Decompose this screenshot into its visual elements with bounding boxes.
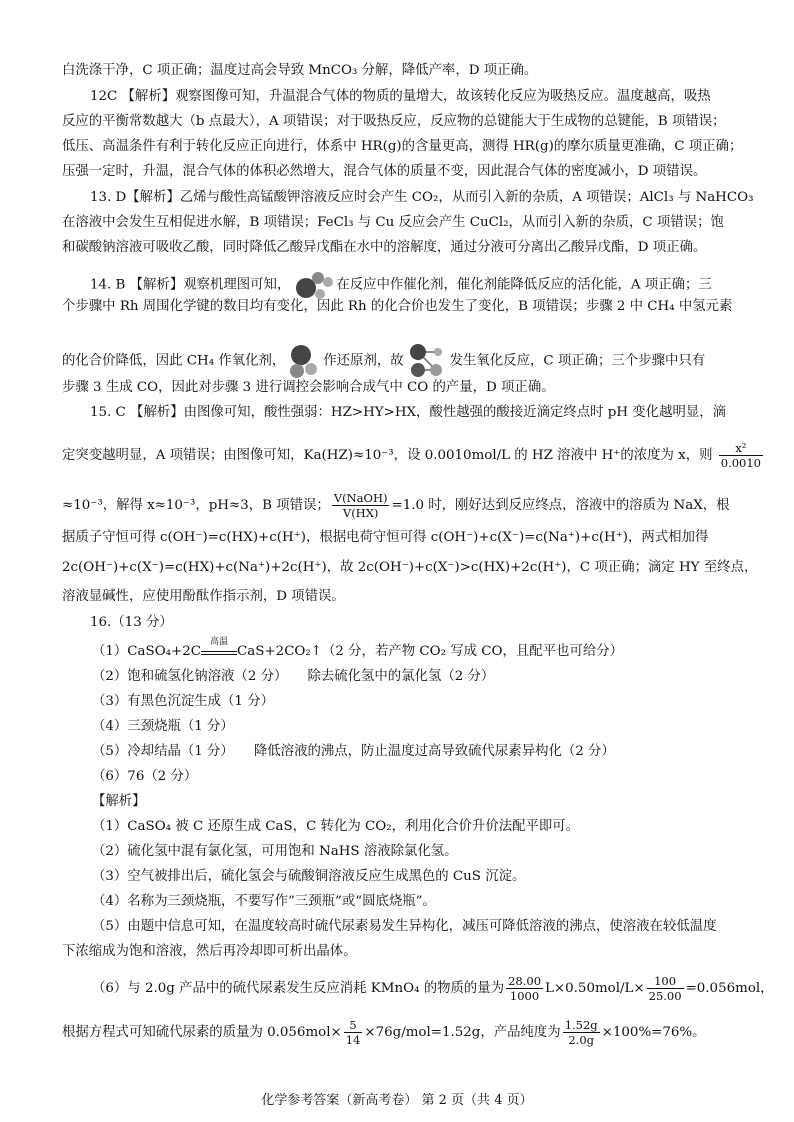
- q14-text: 14. B 【解析】观察机理图可知，: [90, 277, 291, 293]
- q14-text: 发生氧化反应，C 项正确；三个步骤中只有: [449, 353, 706, 369]
- q15-text: =1.0 时，刚好达到反应终点，溶液中的溶质为 NaX，根: [391, 498, 730, 513]
- q15-line: [62, 441, 761, 470]
- q16-heading: 16.（13 分）: [90, 615, 173, 630]
- q12-line: 低压、高温条件有利于转化反应正向进行，体系中 HR(g)的含量更高，测得 HR(g)的摩尔质量更准确，C 项正确；: [62, 139, 743, 154]
- reductant-molecule-figure: [287, 341, 321, 381]
- q13-line: 在溶液中会发生互相促进水解，B 项错误；FeCl₃ 与 Cu 反应会产生 CuCl₂，从而引入新的杂质，C 项错误；饱: [62, 215, 724, 230]
- q14-text: 在反应中作催化剂，催化剂能降低反应的活化能，A 项正确；三: [336, 277, 712, 293]
- q14-line: [62, 340, 742, 382]
- text-line: 白洗涤干净，C 项正确；温度过高会导致 MnCO₃ 分解，降低产率，D 项正确。: [62, 63, 538, 78]
- q15-line: 溶液显碱性，应使用酚酞作指示剂，D 项错误。: [62, 589, 345, 604]
- q16-analysis: （4）名称为三颈烧瓶，不要写作“三颈瓶”或“圆底烧瓶”。: [92, 894, 436, 909]
- q13-line: 和碳酸钠溶液可吸收乙酸，同时降低乙酸异戊酯在水中的溶解度，通过分液可分离出乙酸异戊酯，D 项正确。: [62, 240, 707, 255]
- q16-answer: （4）三颈烧瓶（1 分）: [92, 719, 234, 734]
- q16-analysis: （1）CaSO₄ 被 C 还原生成 CaS，C 转化为 CO₂，利用化合价升价法配平即可。: [92, 819, 580, 834]
- q16-answer: （1）CaSO₄+2C 高温 CaS+2CO₂↑（2 分，若产物 CO₂ 写成 CO，且配平也可给分）: [92, 637, 624, 659]
- fraction: $\frac{\text{V(NaOH)}}{V(HX)}$: [333, 491, 388, 520]
- oxidized-molecule-figure: [406, 340, 448, 382]
- q16-analysis: 下浓缩成为饱和溶液，然后再冷却即可析出晶体。: [62, 944, 357, 959]
- fraction: $\frac{1.52g}{2.0g}$: [564, 1018, 598, 1047]
- fraction: $\frac{5}{14}$: [345, 1018, 361, 1047]
- q15-text: ≈10⁻³，解得 x≈10⁻³，pH≈3，B 项错误；: [62, 498, 330, 513]
- q16-answer: （2）饱和硫氢化钠溶液（2 分） 除去硫化氢中的氯化氢（2 分）: [92, 669, 495, 684]
- q15-text: 定突变越明显，A 项错误；由图像可知，Ka(HZ)≈10⁻³，设 0.0010mol/L 的 HZ 溶液中 H⁺的浓度为 x，则: [62, 448, 713, 463]
- page-footer: 化学参考答案（新高考卷） 第 2 页（共 4 页）: [261, 1093, 533, 1108]
- q12-line: 反应的平衡常数越大（b 点最大），A 项错误；对于吸热反应，反应物的总键能大于生成物的总键能，B 项错误；: [62, 114, 726, 129]
- q12-line: 压强一定时，升温，混合气体的体积必然增大，混合气体的质量不变，因此混合气体的密度减小，D 项错误。: [62, 164, 707, 179]
- fraction: $\frac{\text{x²}}{0.0010}$: [720, 441, 761, 470]
- fraction: $\frac{100}{25.00}$: [648, 974, 682, 1003]
- q14-text: 作还原剂，故: [323, 353, 404, 369]
- q16-analysis-heading: 【解析】: [92, 794, 146, 809]
- q16-analysis: （5）由题中信息可知，在温度较高时硫代尿素易发生异构化，减压可降低溶液的沸点，使溶液在较低温度: [92, 919, 717, 934]
- fraction: $\frac{28.00}{1000}$: [508, 974, 542, 1003]
- q16-analysis: （3）空气被排出后，硫化氢会与硫酸铜溶液反应生成黑色的 CuS 沉淀。: [92, 869, 526, 884]
- q14-line: 个步骤中 Rh 周围化学键的数目均有变化，因此 Rh 的化合价也发生了变化，B 项错误；步骤 2 中 CH₄ 中氢元素: [62, 299, 733, 314]
- reaction-condition: 高温: [201, 647, 237, 655]
- rh-catalyst-molecule-figure: [292, 268, 334, 302]
- q16-calculation: （6）与 2.0g 产品中的硫代尿素发生反应消耗 KMnO₄ 的物质的量为 $\frac{28.00}{1000}$ L×0.50mol/L× $\frac{100}{25.00}$ =0.056mol，: [92, 974, 774, 1003]
- q14-line: 步骤 3 生成 CO，因此对步骤 3 进行调控会影响合成气中 CO 的产量，D 项正确。: [62, 380, 555, 395]
- q16-calculation: 根据方程式可知硫代尿素的质量为 0.056mol× $\frac{5}{14}$ ×76g/mol=1.52g，产品纯度为 $\frac{1.52g}{2.0g}$ ×100%=76%。: [62, 1018, 706, 1047]
- q14-text: 的化合价降低，因此 CH₄ 作氧化剂，: [62, 353, 286, 369]
- q15-line: 据质子守恒可得 c(OH⁻)=c(HX)+c(H⁺)，根据电荷守恒可得 c(OH⁻)+c(X⁻)=c(Na⁺)+c(H⁺)，两式相加得: [62, 530, 709, 545]
- q15-line: [62, 491, 742, 520]
- q13-line: 13. D【解析】乙烯与酸性高锰酸钾溶液反应时会产生 CO₂，从而引入新的杂质，A 项错误；AlCl₃ 与 NaHCO₃: [90, 190, 754, 205]
- q12-line: 12C 【解析】观察图像可知，升温混合气体的物质的量增大，故该转化反应为吸热反应。温度越高，吸热: [90, 89, 711, 104]
- q16-answer: （3）有黑色沉淀生成（1 分）: [92, 694, 274, 709]
- q15-line: 2c(OH⁻)+c(X⁻)=c(HX)+c(Na⁺)+2c(H⁺)，故 2c(OH⁻)+c(X⁻)>c(HX)+2c(H⁺)，C 项正确；滴定 HY 至终点，: [62, 560, 758, 575]
- q16-answer: （5）冷却结晶（1 分） 降低溶液的沸点，防止温度过高导致硫代尿素异构化（2 分）: [92, 744, 615, 759]
- q16-analysis: （2）硫化氢中混有氯化氢，可用饱和 NaHS 溶液除氯化氢。: [92, 844, 458, 859]
- q15-line: 15. C 【解析】由图像可知，酸性强弱：HZ>HY>HX，酸性越强的酸接近滴定终点时 pH 变化越明显，滴: [90, 405, 727, 420]
- q16-answer: （6）76（2 分）: [92, 769, 198, 784]
- q14-line: [90, 268, 770, 302]
